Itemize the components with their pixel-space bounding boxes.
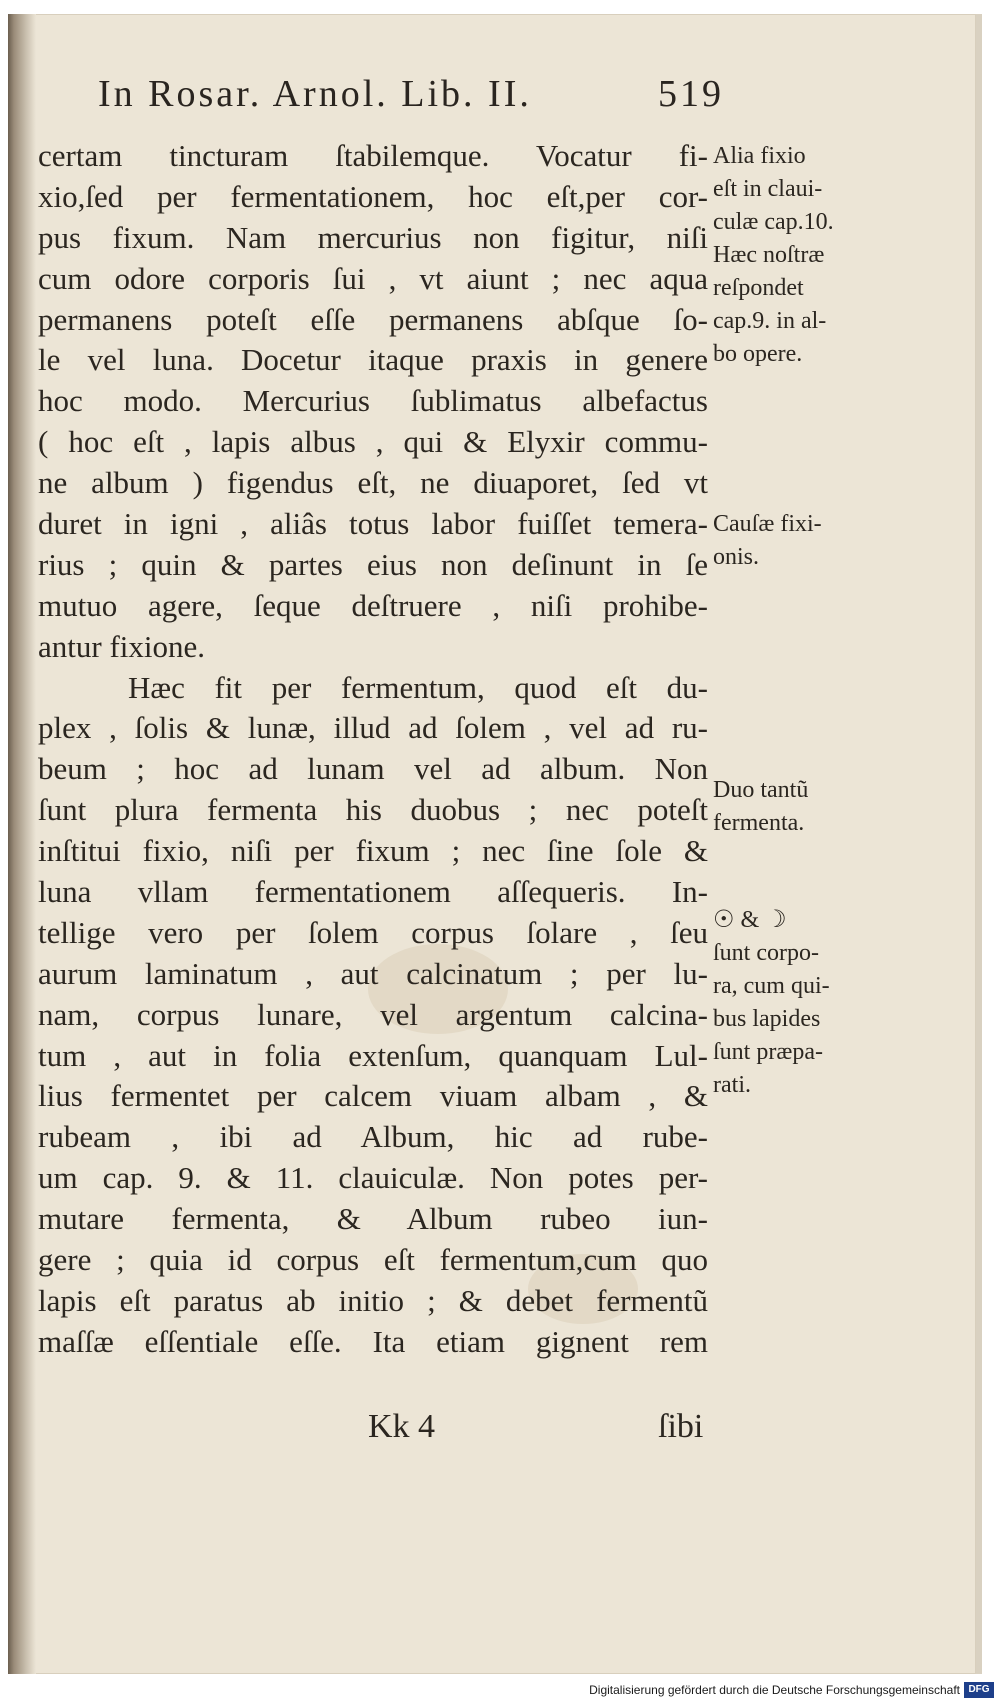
marginal-note-line: ra, cum qui-: [713, 973, 830, 999]
text-line: plex , ſolis & lunæ, illud ad ſolem , vel ad ru-: [38, 710, 708, 746]
marginal-note-line: fermenta.: [713, 810, 805, 836]
text-line: certam tincturam ſtabilemque. Vocatur fi-: [38, 138, 708, 173]
marginal-note-line: bo opere.: [713, 341, 803, 367]
text-line: duret in igni , aliâs totus labor fuiſſet temera-: [38, 506, 708, 542]
marginal-note-line: rati.: [713, 1072, 751, 1098]
page-binding-shadow: [8, 14, 36, 1674]
text-line: ( hoc eſt , lapis albus , qui & Elyxir commu-: [38, 424, 708, 460]
text-line: tellige vero per ſolem corpus ſolare , ſeu: [38, 914, 708, 950]
marginal-note-line: Hæc noſtræ: [713, 242, 825, 268]
text-line: mutare fermenta, & Album rubeo iun-: [38, 1201, 708, 1237]
marginal-note-line: ſunt corpo-: [713, 940, 819, 966]
marginal-note-corpora: [713, 904, 873, 1102]
text-line: um cap. 9. & 11. clauiculæ. Non potes per-: [38, 1160, 708, 1196]
marginal-note-line: bus lapides: [713, 1006, 821, 1032]
text-line: Hæc fit per fermentum, quod eſt du-: [128, 669, 708, 705]
marginal-note-line: reſpondet: [713, 275, 804, 301]
marginal-note-line: ſunt præpa-: [713, 1039, 823, 1065]
catchword: ſibi: [658, 1408, 704, 1445]
marginal-note-fixio: [713, 140, 873, 371]
text-line: permanens poteſt eſſe permanens abſque ſo-: [38, 301, 708, 337]
text-line: beum ; hoc ad lunam vel ad album. Non: [38, 751, 708, 787]
text-line: rubeam , ibi ad Album, hic ad rube-: [38, 1119, 708, 1155]
marginal-note-line: Alia fixio: [713, 143, 806, 169]
marginal-note-line: eſt in claui-: [713, 176, 823, 202]
text-line: rius ; quin & partes eius non deſinunt in ſe: [38, 546, 708, 582]
marginal-note-line: Duo tantũ: [713, 777, 809, 803]
marginal-note-line: ☉ & ☽: [713, 907, 787, 933]
text-line: mutuo agere, ſeque deſtruere , niſi prohibe-: [38, 587, 708, 623]
dfg-logo: DFG: [964, 1682, 994, 1698]
marginal-note-line: onis.: [713, 544, 760, 570]
text-line: xio,ſed per fermentationem, hoc eſt,per cor-: [38, 178, 708, 214]
text-line: pus fixum. Nam mercurius non figitur, niſi: [38, 219, 708, 255]
book-page: [8, 14, 982, 1674]
text-line: tum , aut in folia extenſum, quanquam Lul-: [38, 1037, 708, 1073]
text-line: nam, corpus lunare, vel argentum calcina-: [38, 996, 708, 1032]
digitization-footer: [0, 1674, 1000, 1708]
text-line: ne album ) figendus eſt, ne diuaporet, ſed vt: [38, 465, 708, 501]
funding-credit: Digitalisierung gefördert durch die Deutsche Forschungsgemeinschaft: [589, 1683, 960, 1697]
text-line: hoc modo. Mercurius ſublimatus albefactus: [38, 383, 708, 419]
text-line: maſſæ eſſentiale eſſe. Ita etiam gignent rem: [38, 1323, 708, 1359]
text-line: luna vllam fermentationem aſſequeris. In-: [38, 874, 708, 910]
text-line: gere ; quia id corpus eſt fermentum,cum quo: [38, 1242, 708, 1278]
marginal-note-fermenta: [713, 774, 873, 840]
text-line: lapis eſt paratus ab initio ; & debet fermentũ: [38, 1282, 708, 1318]
marginal-note-line: culæ cap.10.: [713, 209, 834, 235]
main-text-block: [38, 136, 708, 1363]
text-line: cum odore corporis ſui , vt aiunt ; nec aqua: [38, 260, 708, 296]
text-line: ſunt plura fermenta his duobus ; nec poteſt: [38, 792, 708, 828]
running-head: [98, 72, 724, 132]
text-line: aurum laminatum , aut calcinatum ; per lu-: [38, 955, 708, 991]
text-line: antur fixione.: [38, 628, 206, 664]
text-line: inſtitui fixio, niſi per fixum ; nec ſine ſole &: [38, 833, 708, 869]
text-line: lius fermentet per calcem viuam albam , &: [38, 1078, 708, 1114]
running-head-title: In Rosar. Arnol. Lib. II.: [98, 73, 532, 115]
marginal-note-causae: [713, 508, 873, 574]
page-number: 519: [658, 73, 724, 115]
text-line: le vel luna. Docetur itaque praxis in genere: [38, 342, 708, 378]
marginal-note-line: cap.9. in al-: [713, 308, 827, 334]
marginal-note-line: Cauſæ fixi-: [713, 511, 822, 537]
signature-mark: Kk 4: [368, 1408, 436, 1445]
